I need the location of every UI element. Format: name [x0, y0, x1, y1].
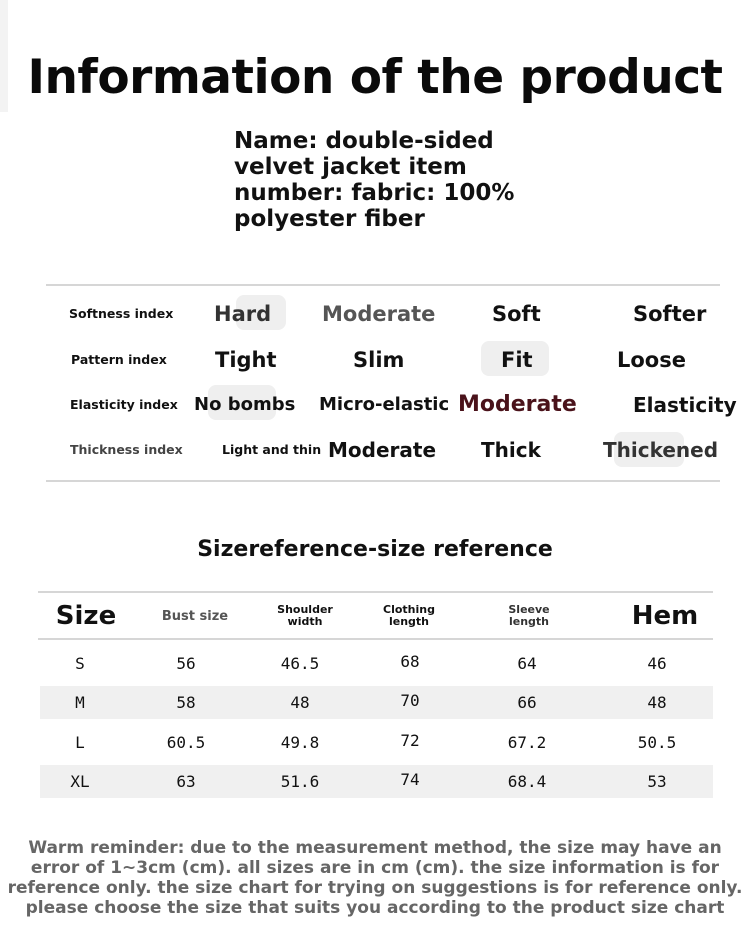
cell-size: S [75, 654, 85, 673]
table-row [40, 647, 713, 680]
index-label: Elasticity index [70, 397, 178, 412]
cell-bust: 56 [176, 654, 196, 673]
cell-bust: 60.5 [166, 733, 206, 752]
option-soft: Soft [492, 302, 541, 326]
description-line: Name: double-sided [234, 128, 494, 154]
cell-shoulder: 49.8 [280, 733, 320, 752]
option-moderate: Moderate [458, 392, 577, 417]
note-line: reference only. the size chart for trying on suggestions is for reference only. [7, 878, 743, 898]
product-description [234, 128, 534, 232]
table-top-divider [38, 591, 713, 593]
table-row [40, 726, 713, 759]
cell-bust: 63 [176, 772, 196, 791]
note-line: please choose the size that suits you according to the product size chart [25, 898, 725, 918]
cell-hem: 50.5 [637, 733, 677, 752]
option-slim: Slim [353, 348, 405, 372]
cell-length: 74 [400, 770, 420, 789]
cell-hem: 53 [647, 772, 667, 791]
index-top-divider [46, 284, 720, 286]
table-row [40, 765, 713, 798]
index-label: Thickness index [70, 442, 183, 457]
page-title: Information of the product [27, 50, 723, 105]
note-line: error of 1~3cm (cm). all sizes are in cm (cm). the size information is for [30, 858, 720, 878]
option-thick: Thick [481, 438, 541, 462]
table-header-divider [38, 638, 713, 640]
header-hem: Hem [631, 601, 699, 631]
header-bust-size: Bust size [161, 608, 229, 624]
option-loose: Loose [617, 348, 686, 372]
cell-sleeve: 64 [517, 654, 537, 673]
cell-sleeve: 66 [517, 693, 537, 712]
pattern-index-row [46, 340, 726, 380]
index-bottom-divider [46, 480, 720, 482]
softness-index-row [46, 294, 726, 334]
elasticity-index-row [46, 385, 737, 425]
index-label: Pattern index [71, 352, 167, 367]
table-row [40, 686, 713, 719]
cell-shoulder: 46.5 [280, 654, 320, 673]
option-no-bombs: No bombs [194, 394, 296, 415]
option-tight: Tight [215, 348, 277, 372]
header-sleeve-length: Sleeve length [508, 603, 550, 628]
option-micro-elastic: Micro-elastic [319, 394, 450, 415]
option-softer: Softer [633, 302, 707, 326]
cell-shoulder: 48 [290, 693, 310, 712]
option-fit: Fit [501, 348, 533, 372]
warm-reminder-note [0, 838, 750, 918]
index-label: Softness index [69, 306, 174, 321]
option-thickened: Thickened [603, 438, 719, 462]
option-light-and-thin: Light and thin [222, 442, 322, 457]
note-line: Warm reminder: due to the measurement method, the size may have an [28, 838, 722, 858]
header-shoulder-width: Shoulder width [277, 603, 333, 628]
cell-hem: 48 [647, 693, 667, 712]
description-line: velvet jacket item [234, 154, 467, 180]
cell-size: M [75, 693, 85, 712]
cell-size: XL [70, 772, 90, 791]
header-size: Size [55, 601, 117, 631]
thickness-index-row [46, 430, 726, 470]
cell-hem: 46 [647, 654, 667, 673]
description-line: number: fabric: 100% [234, 180, 515, 206]
option-moderate: Moderate [328, 438, 437, 462]
description-line: polyester fiber [234, 206, 425, 232]
header-clothing-length: Clothing length [383, 603, 435, 628]
cell-shoulder: 51.6 [280, 772, 320, 791]
option-hard: Hard [214, 302, 272, 326]
cell-length: 72 [400, 731, 420, 750]
cell-length: 70 [400, 691, 420, 710]
cell-length: 68 [400, 652, 420, 671]
option-moderate: Moderate [322, 302, 436, 326]
cell-size: L [75, 733, 85, 752]
cell-sleeve: 68.4 [507, 772, 547, 791]
cell-bust: 58 [176, 693, 196, 712]
option-elasticity: Elasticity [633, 393, 737, 417]
size-reference-title: Sizereference-size reference [197, 537, 553, 562]
cell-sleeve: 67.2 [507, 733, 547, 752]
